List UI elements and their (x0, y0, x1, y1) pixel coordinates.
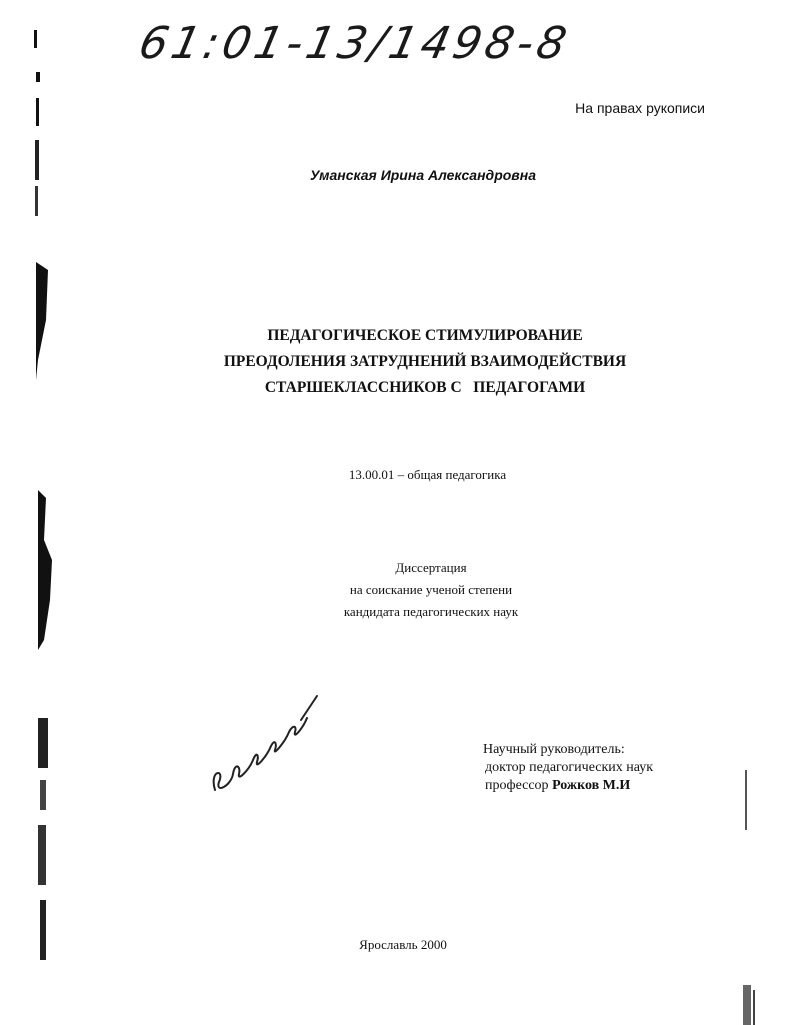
supervisor-title: профессор (485, 778, 549, 793)
supervisor-line (483, 777, 653, 795)
dissertation-label: Диссертация (395, 560, 467, 575)
archive-number: 61:01-13/1498-8 (134, 18, 575, 69)
author-name: Уманская Ирина Александровна (309, 167, 536, 183)
supervisor-name: Рожков М.И (552, 778, 631, 793)
rights-note: На правах рукописи (575, 100, 705, 116)
supervisor-label: Научный руководитель: (483, 742, 625, 757)
degree-line: на соискание ученой степени (349, 582, 513, 597)
city-year: Ярославль 2000 (359, 937, 447, 952)
dissertation-block (0, 557, 793, 623)
handwritten-signature (205, 690, 325, 800)
scan-edge-artifact (0, 0, 70, 1025)
supervisor-degree: доктор педагогических наук (485, 760, 654, 775)
title-line: СТАРШЕКЛАССНИКОВ С ПЕДАГОГАМИ (264, 379, 586, 396)
degree-field-line: кандидата педагогических наук (343, 604, 519, 619)
specialty-code: 13.00.01 – общая педагогика (348, 467, 507, 482)
supervisor-block (483, 741, 653, 795)
dissertation-title (210, 323, 640, 401)
title-line: ПЕДАГОГИЧЕСКОЕ СТИМУЛИРОВАНИЕ (267, 327, 583, 344)
scan-right-artifact (733, 0, 793, 1025)
title-line: ПРЕОДОЛЕНИЯ ЗАТРУДНЕНИЙ ВЗАИМОДЕЙСТВИЯ (223, 353, 627, 370)
